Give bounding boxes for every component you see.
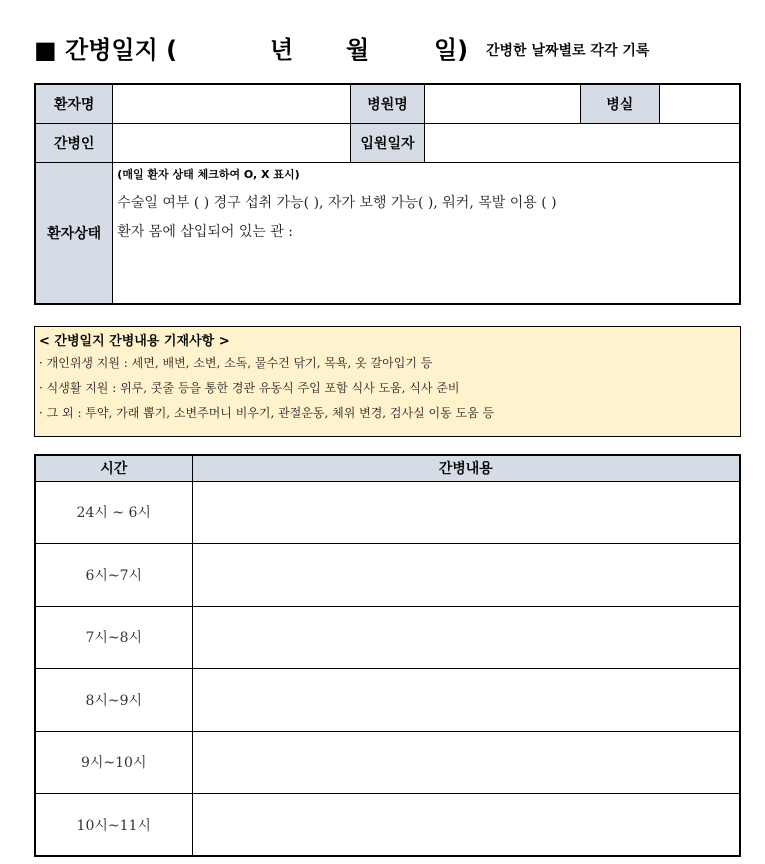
time-cell: 9시~10시 (35, 731, 192, 794)
content-column-header: 간병내용 (192, 455, 740, 481)
patient-status-field[interactable] (113, 162, 740, 304)
title-main: ■ 간병일지 ( (34, 36, 178, 64)
room-label: 병실 (580, 84, 659, 123)
time-column-header: 시간 (35, 455, 192, 481)
time-cell: 10시~11시 (35, 794, 192, 857)
hospital-label: 병원명 (350, 84, 425, 123)
time-cell: 6시~7시 (35, 544, 192, 607)
info-row-3 (35, 162, 740, 304)
admission-date-field[interactable] (425, 123, 740, 162)
care-note-item: · 그 외 : 투약, 가래 뽑기, 소변주머니 비우기, 관절운동, 체위 변경, 검사실 이동 도움 등 (39, 406, 495, 420)
patient-name-field[interactable] (113, 84, 350, 123)
time-cell: 24시 ~ 6시 (35, 481, 192, 544)
table-row (35, 606, 740, 669)
content-cell[interactable] (192, 544, 740, 607)
content-cell[interactable] (192, 606, 740, 669)
time-cell: 7시~8시 (35, 606, 192, 669)
status-tube-line: 환자 몸에 삽입되어 있는 관 : (117, 223, 294, 240)
table-row (35, 481, 740, 544)
caregiver-label: 간병인 (35, 123, 113, 162)
content-cell[interactable] (192, 669, 740, 732)
caregiver-field[interactable] (113, 123, 350, 162)
room-field[interactable] (659, 84, 740, 123)
table-row (35, 794, 740, 857)
page-title (34, 28, 754, 68)
title-day: 일) (434, 36, 469, 64)
patient-name-label: 환자명 (35, 84, 113, 123)
hospital-field[interactable] (425, 84, 581, 123)
content-cell[interactable] (192, 794, 740, 857)
care-note-item: · 개인위생 지원 : 세면, 배변, 소변, 소독, 물수건 닦기, 목욕, 옷 갈아입기 등 (39, 356, 433, 370)
status-checklist: 수술일 여부 ( ) 경구 섭취 가능( ), 자가 보행 가능( ), 워커, 목발 이용 ( ) (117, 194, 557, 211)
schedule-header-row (35, 455, 740, 481)
info-row-2 (35, 123, 740, 162)
table-row (35, 731, 740, 794)
admission-date-label: 입원일자 (350, 123, 425, 162)
care-note-item: · 식생활 지원 : 위루, 콧줄 등을 통한 경관 유동식 주입 포함 식사 도움, 식사 준비 (39, 381, 460, 395)
patient-info-table (34, 83, 741, 305)
care-notes-heading: < 간병일지 간병내용 기재사항 > (39, 334, 230, 349)
table-row (35, 669, 740, 732)
content-cell[interactable] (192, 731, 740, 794)
info-row-1 (35, 84, 740, 123)
care-schedule-table (34, 454, 741, 857)
time-cell: 8시~9시 (35, 669, 192, 732)
title-year: 년 (270, 36, 294, 64)
content-cell[interactable] (192, 481, 740, 544)
patient-status-label: 환자상태 (35, 162, 113, 304)
status-hint: (매일 환자 상태 체크하여 O, X 표시) (117, 167, 300, 181)
title-note: 간병한 날짜별로 각각 기록 (486, 43, 650, 59)
table-row (35, 544, 740, 607)
title-month: 월 (346, 36, 370, 64)
care-notes-box (34, 326, 741, 437)
